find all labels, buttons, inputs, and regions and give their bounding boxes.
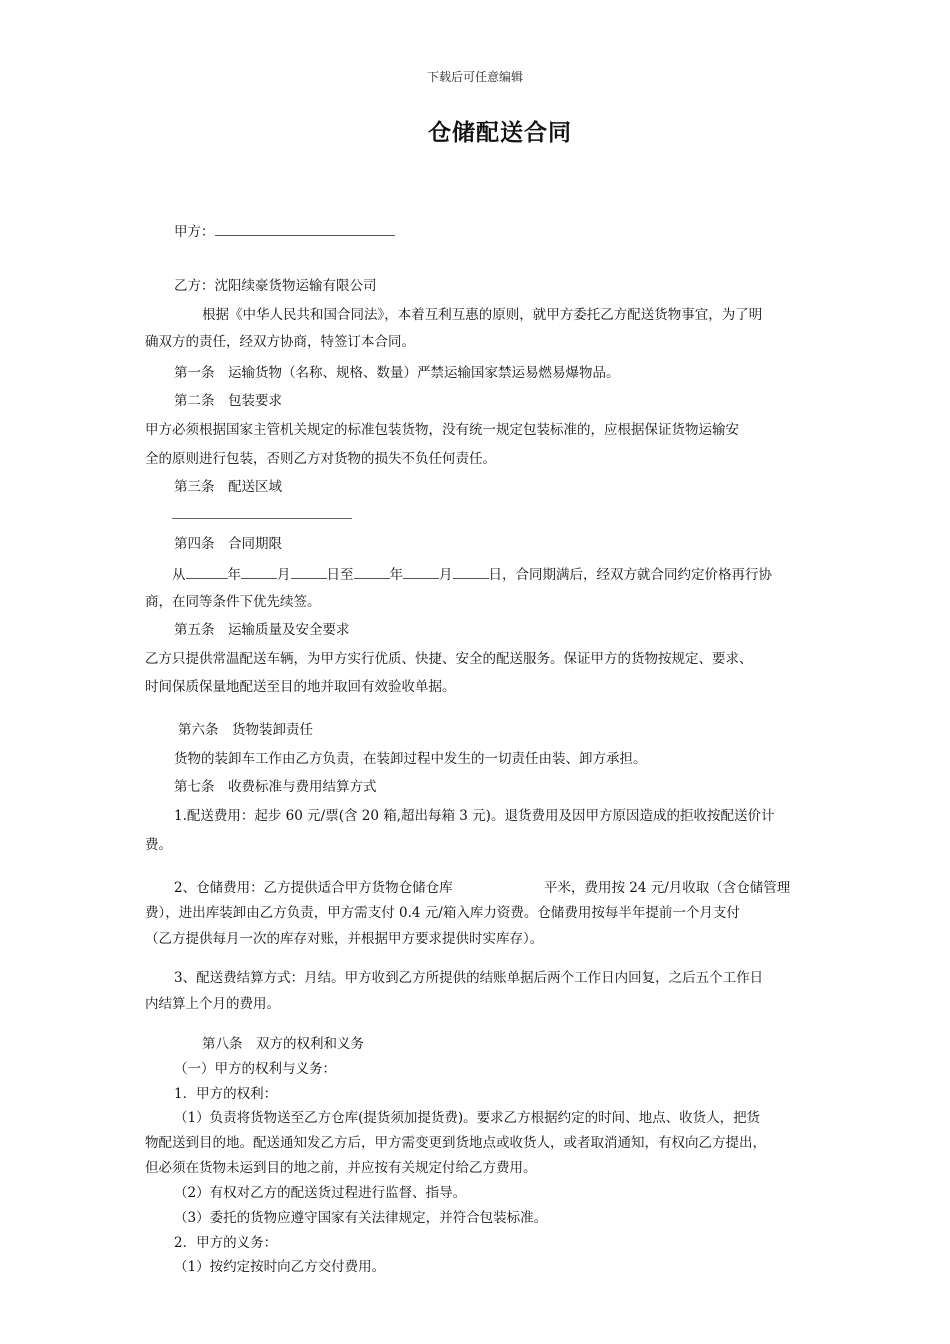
article-6-heading: 第六条 货物装卸责任 — [178, 722, 313, 738]
article-4-line-2: 商，在同等条件下优先续签。 — [145, 594, 321, 610]
article-8-section-1: （一）甲方的权利与义务： — [174, 1061, 336, 1077]
end-year-blank[interactable] — [354, 564, 390, 579]
delivery-area-blank[interactable] — [172, 518, 352, 519]
term-from: 从 — [172, 567, 186, 583]
party-a-obligation-1: （1）按约定按时向乙方交付费用。 — [174, 1259, 386, 1275]
party-a-blank[interactable] — [215, 221, 395, 236]
party-a-right-3: （3）委托的货物应遵守国家有关法律规定，并符合包装标准。 — [174, 1210, 548, 1226]
article-2-heading: 第二条 包装要求 — [174, 393, 282, 409]
start-month-blank[interactable] — [241, 564, 277, 579]
article-7-3-line-2: 内结算上个月的费用。 — [145, 996, 280, 1012]
header-note: 下载后可任意编辑 — [426, 70, 523, 84]
party-a-line — [174, 221, 395, 241]
article-7-heading: 第七条 收费标准与费用结算方式 — [174, 779, 377, 795]
term-month-1: 月 — [277, 567, 291, 583]
page-title: 仓储配送合同 — [428, 119, 572, 146]
article-6-line-1: 货物的装卸车工作由乙方负责，在装卸过程中发生的一切责任由装、卸方承担。 — [174, 751, 647, 767]
article-7-1-line-1: 1.配送费用：起步 60 元/票(含 20 箱,超出每箱 3 元)。退货费用及因甲方原因造成的拒收按配送价计 — [174, 808, 775, 824]
party-a-right-1-line-2: 物配送到目的地。配送通知发乙方后，甲方需变更到货地点或收货人，或者取消通知，有权向乙方提出， — [145, 1135, 766, 1151]
end-month-blank[interactable] — [403, 564, 439, 579]
party-a-rights-heading: 1．甲方的权利： — [174, 1086, 278, 1102]
article-7-2-line-3: （乙方提供每月一次的库存对账，并根据甲方要求提供时实库存）。 — [145, 931, 544, 947]
article-1: 第一条 运输货物（名称、规格、数量）严禁运输国家禁运易燃易爆物品。 — [174, 365, 620, 381]
article-8-heading: 第八条 双方的权利和义务 — [202, 1036, 364, 1052]
start-year-blank[interactable] — [186, 564, 228, 579]
article-5-line-2: 时间保质保量地配送至目的地并取回有效验收单据。 — [145, 679, 456, 695]
article-7-1-line-2: 费。 — [145, 837, 172, 853]
party-b: 乙方：沈阳续豪货物运输有限公司 — [174, 278, 377, 294]
intro-line-1: 根据《中华人民共和国合同法》，本着互利互惠的原则，就甲方委托乙方配送货物事宜，为了明 — [202, 307, 763, 323]
term-day-1: 日至 — [326, 567, 354, 583]
party-a-right-1-line-3: 但必须在货物未运到目的地之前，并应按有关规定付给乙方费用。 — [145, 1160, 537, 1176]
intro-line-2: 确双方的责任，经双方协商，特签订本合同。 — [145, 334, 415, 350]
start-day-blank[interactable] — [291, 564, 327, 579]
term-year-2: 年 — [389, 567, 403, 583]
end-day-blank[interactable] — [453, 564, 489, 579]
article-4-line-1 — [172, 564, 772, 584]
party-a-obligations-heading: 2．甲方的义务： — [174, 1235, 278, 1251]
article-7-2-line-2: 费），进出库装卸由乙方负责，甲方需支付 0.4 元/箱入库力资费。仓储费用按每半年提前一个月支付 — [145, 905, 740, 921]
article-5-line-1: 乙方只提供常温配送车辆，为甲方实行优质、快捷、安全的配送服务。保证甲方的货物按规定、要求、 — [145, 651, 753, 667]
article-4-heading: 第四条 合同期限 — [174, 536, 282, 552]
article-7-2-line-1-right: 平米，费用按 24 元/月收取（含仓储管理 — [544, 880, 791, 896]
article-2-line-2: 全的原则进行包装，否则乙方对货物的损失不负任何责任。 — [145, 451, 496, 467]
party-a-right-2: （2）有权对乙方的配送货过程进行监督、指导。 — [174, 1185, 467, 1201]
article-7-3-line-1: 3、配送费结算方式：月结。甲方收到乙方所提供的结账单据后两个工作日内回复，之后五个工作日 — [174, 970, 764, 986]
term-tail: 日，合同期满后，经双方就合同约定价格再行协 — [488, 567, 772, 583]
article-2-line-1: 甲方必须根据国家主管机关规定的标准包装货物，没有统一规定包装标准的，应根据保证货物运输安 — [145, 422, 739, 438]
term-month-2: 月 — [439, 567, 453, 583]
article-7-2-line-1-left: 2、仓储费用：乙方提供适合甲方货物仓储仓库 — [174, 880, 453, 896]
term-year-1: 年 — [227, 567, 241, 583]
party-a-right-1-line-1: （1）负责将货物送至乙方仓库(提货须加提货费)。要求乙方根据约定的时间、地点、收货人，把货 — [174, 1110, 761, 1126]
article-3-heading: 第三条 配送区域 — [174, 479, 282, 495]
party-a-label: 甲方： — [174, 224, 215, 240]
article-5-heading: 第五条 运输质量及安全要求 — [174, 622, 350, 638]
